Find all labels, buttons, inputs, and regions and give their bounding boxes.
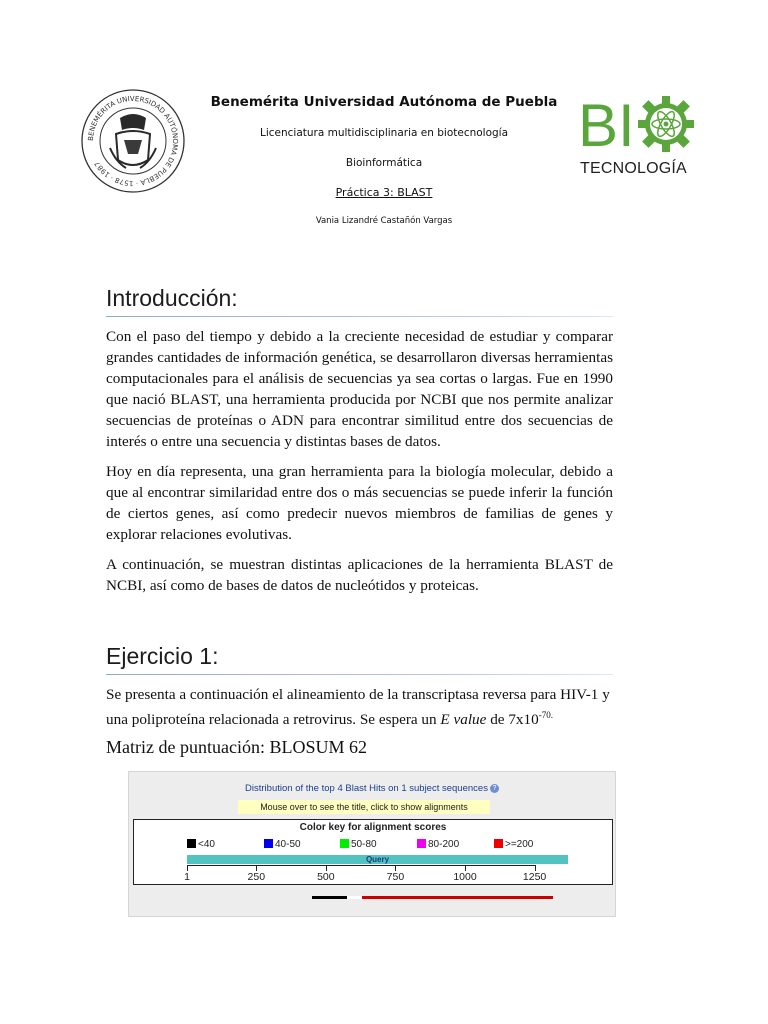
alignment-hit[interactable] <box>333 896 347 899</box>
intro-paragraph-3: A continuación, se muestran distintas aplicaciones de la herramienta BLAST de NCBI, así como de bases de datos de nucleótidos y proteicas. <box>106 556 613 594</box>
alignment-hit[interactable] <box>312 896 333 899</box>
evalue-exponent: -70. <box>538 710 553 720</box>
course-name: Bioinformática <box>345 157 423 169</box>
matrix-label: Matriz de puntuación: BLOSUM 62 <box>106 737 367 757</box>
program-name: Licenciatura multidisciplinaria en biotecnología <box>259 127 509 139</box>
alignment-hit[interactable] <box>362 896 553 899</box>
university-name: Benemérita Universidad Autónoma de Puebla <box>210 94 558 110</box>
intro-heading: Introducción: <box>106 285 238 311</box>
author-name: Vania Lizandré Castañón Vargas <box>315 216 453 226</box>
intro-rule <box>106 316 613 317</box>
seal-text: BENEMÉRITA UNIVERSIDAD AUTÓNOMA DE PUEBLA · 1578 · 1987 <box>86 94 180 188</box>
axis-tick-label: 1250 <box>522 871 547 883</box>
legend-swatch <box>340 839 349 848</box>
color-key-box <box>133 819 613 885</box>
logo-letters: BI <box>578 92 635 159</box>
legend-item-50-80: 50-80 <box>340 839 377 850</box>
blast-hint: Mouse over to see the title, click to show alignments <box>238 800 490 814</box>
practice-title: Práctica 3: BLAST <box>335 186 433 199</box>
gear-atom-icon <box>638 96 694 152</box>
help-icon[interactable]: ? <box>490 784 499 793</box>
logo-word: TECNOLOGÍA <box>580 160 687 177</box>
legend-swatch <box>187 839 196 848</box>
legend-item-40-50: 40-50 <box>264 839 301 850</box>
exercise1-rule <box>106 674 613 675</box>
legend-item-lt40: <40 <box>187 839 215 850</box>
exercise1-text: Se presenta a continuación el alineamiento de la transcriptasa reversa para HIV-1 y una poliproteína relacionada a retrovirus. Se espera un E value de $7x10^{-70.}$ <box>106 686 610 729</box>
axis-tick-label: 750 <box>386 871 405 883</box>
intro-paragraph-2: Hoy en día representa, una gran herramienta para la biología molecular, debido a que al encontrar similaridad entre dos o más secuencias se puede inferir la función de ciertos genes, así como predecir nuevos miembros de familias de genes y explorar relaciones evolutivas. <box>106 463 613 543</box>
axis-tick-label: 250 <box>247 871 266 883</box>
axis-tick-label: 1 <box>184 871 190 883</box>
blast-graphic <box>128 771 616 917</box>
legend-item-gte200: >=200 <box>494 839 533 850</box>
blast-title: Distribution of the top 4 Blast Hits on 1 subject sequences ? <box>129 783 615 794</box>
intro-body <box>106 326 613 605</box>
legend-swatch <box>264 839 273 848</box>
axis-tick-label: 1000 <box>453 871 477 883</box>
intro-paragraph-1: Con el paso del tiempo y debido a la creciente necesidad de estudiar y comparar grandes cantidades de información genética, se desarrollaron diversas herramientas computacionales para el análisis de secuencias ya sea cortas o largas. Fue en 1990 que nació BLAST, una herramienta producida por NCBI que nos permite analizar secuencias de proteínas o ADN para encontrar similitud entre dos secuencias de interés o entre una secuencia y distintas bases de datos. <box>106 328 613 450</box>
alignment-hit[interactable] <box>347 896 362 899</box>
legend-swatch <box>494 839 503 848</box>
color-key-title: Color key for alignment scores <box>299 822 447 833</box>
legend-swatch <box>417 839 426 848</box>
evalue-term: E value <box>440 711 487 729</box>
axis-line <box>187 865 536 866</box>
axis-tick-label: 500 <box>317 871 335 883</box>
query-label: Query <box>365 855 390 864</box>
legend-item-80-200: 80-200 <box>417 839 459 850</box>
exercise1-heading: Ejercicio 1: <box>106 643 219 669</box>
biotecnologia-logo <box>578 92 693 182</box>
